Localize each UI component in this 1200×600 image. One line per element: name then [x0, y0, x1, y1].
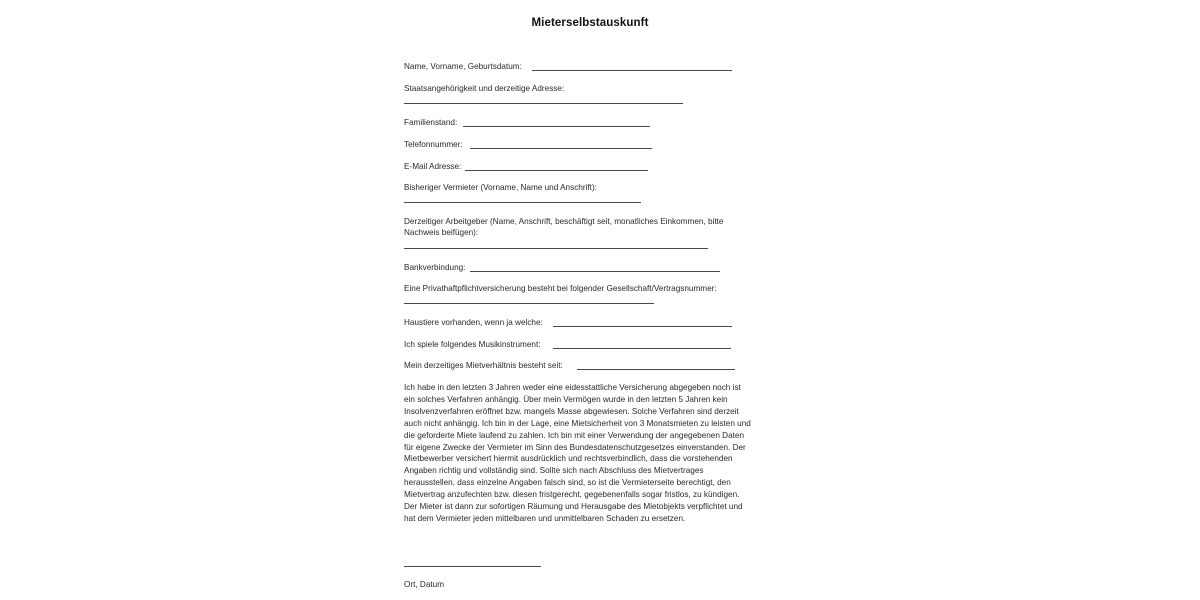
declaration-line: hat dem Vermieter jeden mittelbaren und unmittelbaren Schaden zu ersetzen.	[404, 513, 686, 523]
signature-label: Ort, Datum	[404, 580, 445, 589]
field-line-previous-landlord[interactable]	[404, 202, 641, 203]
signature-line[interactable]	[404, 566, 541, 567]
declaration-line: Angaben richtig und vollständig sind. Sollte sich nach Abschluss des Mietvertrages	[404, 466, 704, 476]
field-line-email[interactable]	[465, 170, 648, 171]
field-label-pets: Haustiere vorhanden, wenn ja welche:	[404, 318, 543, 327]
declaration-line: für eigene Zwecke der Vermieter im Sinn des Bundesdatenschutzgesetzes einverstanden. Der	[404, 442, 746, 452]
field-label-liability-insurance: Eine Privathaftpflichtversicherung besteht bei folgender Gesellschaft/Vertragsnummer:	[404, 284, 717, 293]
declaration-line: die geforderte Miete laufend zu zahlen. Ich bin mit einer Verwendung der angegebenen Daten	[404, 430, 745, 440]
field-line-pets[interactable]	[553, 326, 732, 327]
field-line-employer[interactable]	[404, 248, 708, 249]
field-label-employer-cont: Nachweis beifügen):	[404, 228, 479, 237]
declaration-line: Insolvenzverfahren eröffnet bzw. mangels Masse abgewiesen. Solche Verfahren sind derzeit	[404, 406, 739, 416]
declaration-line: Mietvertrag anzufechten bzw. diesen fristgerecht, gegebenenfalls sogar fristlos, zu kündigen.	[404, 490, 740, 500]
field-label-tenancy-since: Mein derzeitiges Mietverhältnis besteht seit:	[404, 361, 563, 370]
declaration-line: auch nicht anhängig. Ich bin in der Lage, eine Mietsicherheit von 3 Monatsmieten zu leisten und	[404, 418, 751, 428]
field-label-marital-status: Familienstand:	[404, 118, 458, 127]
field-line-name[interactable]	[532, 70, 732, 71]
declaration-line: herausstellen, dass einzelne Angaben falsch sind, so ist die Vermieterseite berechtigt, den	[404, 478, 731, 488]
declaration-line: Ich habe in den letzten 3 Jahren weder eine eidesstattliche Versicherung abgegeben noch ist	[404, 383, 741, 392]
field-label-previous-landlord: Bisheriger Vermieter (Vorname, Name und Anschrift):	[404, 183, 597, 192]
field-label-phone: Telefonnummer:	[404, 140, 463, 149]
page-title: Mieterselbstauskunft	[531, 17, 649, 29]
field-line-nationality[interactable]	[404, 103, 683, 104]
field-line-tenancy-since[interactable]	[577, 369, 735, 370]
field-label-bank: Bankverbindung:	[404, 263, 466, 272]
field-label-email: E-Mail Adresse:	[404, 162, 462, 171]
field-line-marital-status[interactable]	[463, 126, 650, 127]
field-line-liability-insurance[interactable]	[404, 303, 654, 304]
field-line-instrument[interactable]	[553, 348, 731, 349]
field-label-nationality: Staatsangehörigkeit und derzeitige Adresse:	[404, 84, 565, 93]
declaration-line: Mietbewerber versichert hiermit ausdrücklich und rechtsverbindlich, dass die vorstehenden	[404, 454, 733, 464]
field-line-bank[interactable]	[470, 271, 720, 272]
field-label-name: Name, Vorname, Geburtsdatum:	[404, 62, 522, 71]
field-label-instrument: Ich spiele folgendes Musikinstrument:	[404, 340, 541, 349]
field-line-phone[interactable]	[470, 148, 652, 149]
declaration-paragraph	[404, 382, 776, 525]
declaration-line: ein solches Verfahren anhängig. Über mein Vermögen wurde in den letzten 5 Jahren kein	[404, 394, 728, 404]
field-label-employer: Derzeitiger Arbeitgeber (Name, Anschrift, beschäftigt seit, monatliches Einkommen, bitte	[404, 217, 724, 226]
declaration-line: Der Mieter ist dann zur sofortigen Räumung und Herausgabe des Mietobjekts verpflichtet und	[404, 502, 743, 512]
